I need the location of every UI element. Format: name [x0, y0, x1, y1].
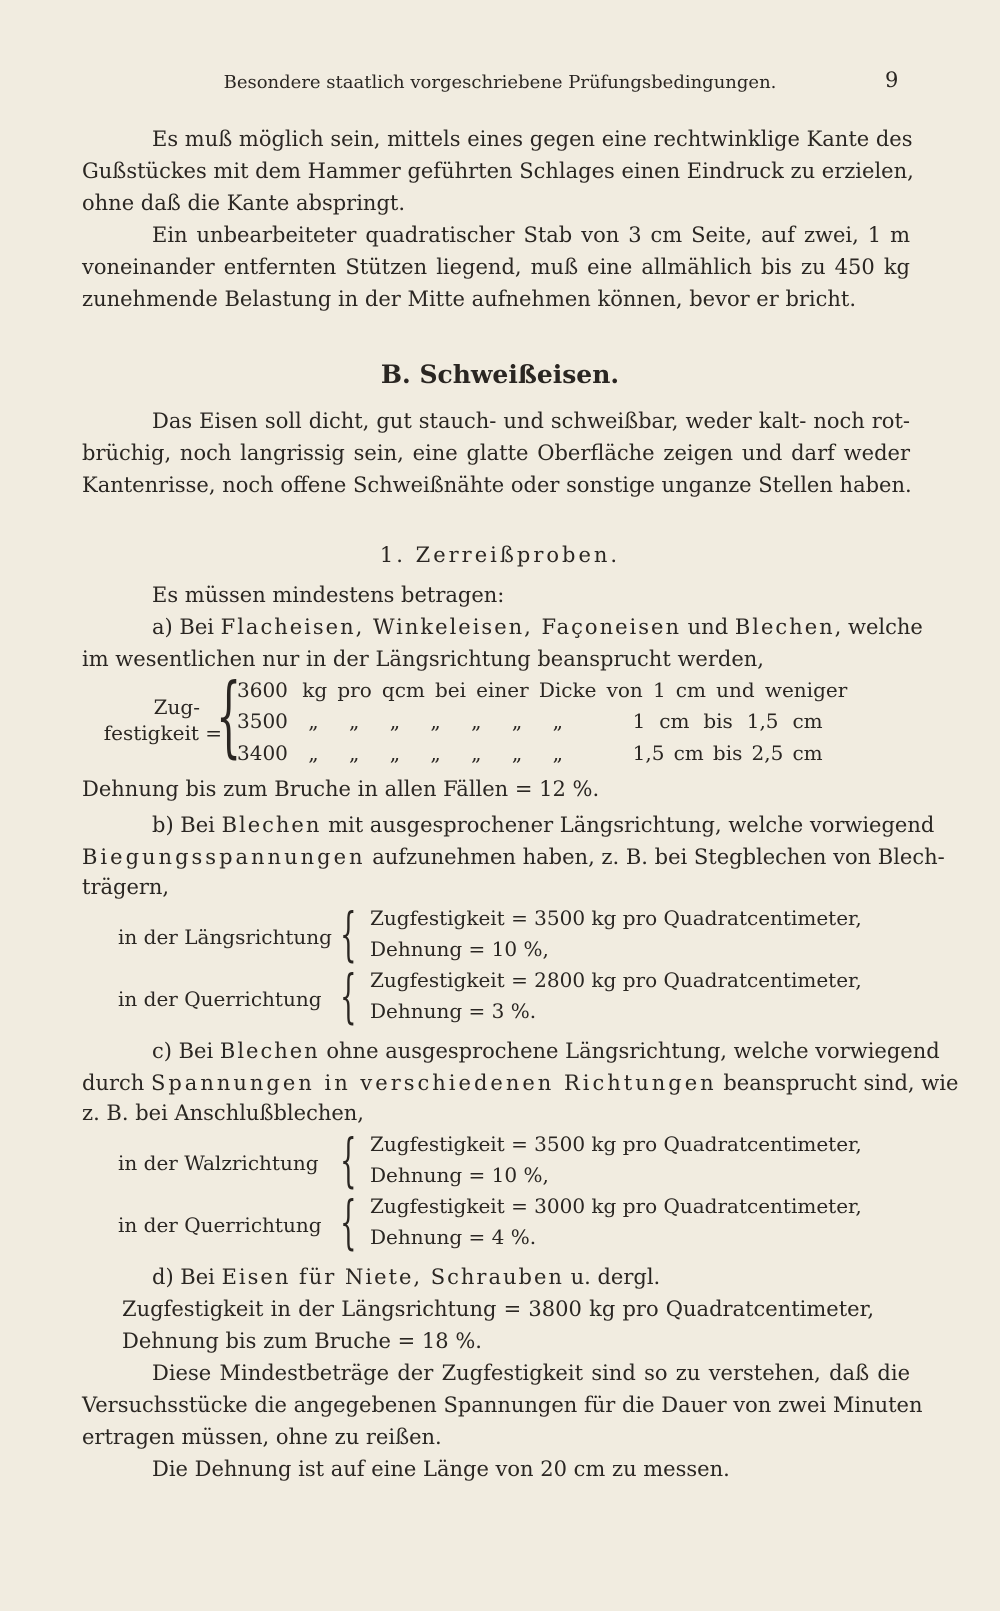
item-c-prefix2: durch	[82, 1071, 151, 1095]
table-a-range: 1,5 cm bis 2,5 cm	[632, 741, 823, 765]
item-b-line2	[82, 842, 945, 872]
para2-line2: voneinander entfernten Stützen liegend, muß eine allmählich bis zu 450 kg	[82, 255, 910, 279]
item-b-line1	[152, 810, 935, 840]
table-a-ditto: „ „ „ „ „ „ „	[308, 741, 563, 765]
item-d-line1	[152, 1262, 660, 1292]
item-d-line2: Zugfestigkeit in der Längsrichtung = 3800 kg pro Quadratcentimeter,	[122, 1297, 874, 1321]
item-d-line3: Dehnung bis zum Bruche = 18 %.	[122, 1329, 482, 1353]
item-a-spaced2: Blechen	[734, 615, 835, 639]
item-c-line2	[82, 1068, 959, 1098]
item-a-prefix: a) Bei	[152, 615, 221, 639]
para2-line1: Ein unbearbeiteter quadratischer Stab von 3 cm Seite, auf zwei, 1 m	[152, 223, 910, 247]
b-table-elongation: Dehnung = 10 %,	[370, 937, 549, 961]
item-c-suffix2: beansprucht sind, wie	[716, 1071, 959, 1095]
item-c-spaced2: Spannungen in verschiedenen Richtungen	[150, 1071, 717, 1095]
item-a-spaced: Flacheisen, Winkeleisen, Façoneisen	[220, 615, 681, 639]
b-table-brace: {	[340, 900, 357, 968]
c-table-strength: Zugfestigkeit = 3500 kg pro Quadratcentimeter,	[370, 1132, 862, 1156]
item-a-line2: im wesentlichen nur in der Längsrichtung beansprucht werden,	[82, 647, 764, 671]
b-table-strength: Zugfestigkeit = 2800 kg pro Quadratcentimeter,	[370, 968, 862, 992]
c-table-label: in der Querrichtung	[118, 1213, 322, 1237]
item-a-elongation: Dehnung bis zum Bruche in allen Fällen = 12 %.	[82, 777, 600, 801]
table-a-brace: {	[216, 664, 242, 767]
item-a-line1	[152, 612, 923, 642]
section-1-intro: Es müssen mindestens betragen:	[152, 583, 505, 607]
para2-line3: zunehmende Belastung in der Mitte aufnehmen können, bevor er bricht.	[82, 287, 857, 311]
section-b-line2: brüchig, noch langrissig sein, eine glatte Oberfläche zeigen und darf weder	[82, 441, 910, 465]
closing-line2: Versuchsstücke die angegebenen Spannungen für die Dauer von zwei Minuten	[82, 1393, 923, 1417]
item-b-prefix: b) Bei	[152, 813, 222, 837]
item-b-spaced2: Biegungsspannungen	[82, 845, 366, 869]
closing-line1: Diese Mindestbeträge der Zugfestigkeit sind so zu verstehen, daß die	[152, 1361, 910, 1385]
section-b-heading: B. Schweißeisen.	[380, 360, 620, 389]
table-a-ditto: „ „ „ „ „ „ „	[308, 709, 563, 733]
item-d-suffix: u. dergl.	[563, 1265, 661, 1289]
closing-line4: Die Dehnung ist auf eine Länge von 20 cm zu messen.	[152, 1457, 730, 1481]
item-c-line1	[152, 1036, 940, 1066]
section-b-line1: Das Eisen soll dicht, gut stauch- und schweißbar, weder kalt- noch rot-	[152, 409, 910, 433]
table-a-row	[237, 677, 847, 703]
item-c-prefix: c) Bei	[152, 1039, 220, 1063]
table-a-rest: kg pro qcm bei einer Dicke von 1 cm und weniger	[302, 678, 848, 702]
item-a-mid: und	[680, 615, 735, 639]
item-d-prefix: d) Bei	[152, 1265, 222, 1289]
para1-line3: ohne daß die Kante abspringt.	[82, 191, 406, 215]
closing-line3: ertragen müssen, ohne zu reißen.	[82, 1425, 442, 1449]
table-a-amount: 3600	[237, 678, 288, 702]
b-table-label: in der Längsrichtung	[118, 925, 332, 949]
item-c-spaced: Blechen	[219, 1039, 320, 1063]
table-a-label-line2: festigkeit =	[103, 721, 222, 745]
c-table-strength: Zugfestigkeit = 3000 kg pro Quadratcentimeter,	[370, 1194, 862, 1218]
item-b-spaced: Blechen	[221, 813, 322, 837]
item-b-suffix2: aufzunehmen haben, z. B. bei Stegblechen von Blech-	[365, 845, 945, 869]
b-table-elongation: Dehnung = 3 %.	[370, 999, 537, 1023]
table-a-range: 1 cm bis 1,5 cm	[632, 709, 823, 733]
c-table-brace: {	[340, 1126, 357, 1194]
item-c-suffix: ohne ausgesprochene Längsrichtung, welche vorwiegend	[319, 1039, 940, 1063]
item-a-suffix: , welche	[834, 615, 923, 639]
para1-line1: Es muß möglich sein, mittels eines gegen eine rechtwinklige Kante des	[152, 127, 913, 151]
item-c-line3: z. B. bei Anschlußblechen,	[82, 1101, 364, 1125]
b-table-label: in der Querrichtung	[118, 987, 322, 1011]
c-table-elongation: Dehnung = 10 %,	[370, 1163, 549, 1187]
table-a-amount: 3400	[237, 741, 288, 765]
table-a-row	[237, 740, 823, 766]
item-d-spaced: Eisen für Niete, Schrauben	[221, 1265, 564, 1289]
c-table-elongation: Dehnung = 4 %.	[370, 1225, 537, 1249]
table-a-amount: 3500	[237, 709, 288, 733]
c-table-brace: {	[340, 1188, 357, 1256]
para1-line2: Gußstückes mit dem Hammer geführten Schlages einen Eindruck zu erzielen,	[82, 159, 914, 183]
table-a-row	[237, 708, 823, 734]
table-a-label-line1: Zug-	[153, 695, 200, 719]
c-table-label: in der Walzrichtung	[118, 1151, 319, 1175]
running-title: Besondere staatlich vorgeschriebene Prüfungsbedingungen.	[223, 72, 777, 93]
b-table-strength: Zugfestigkeit = 3500 kg pro Quadratcentimeter,	[370, 906, 862, 930]
b-table-brace: {	[340, 962, 357, 1030]
page-number: 9	[885, 68, 899, 92]
section-b-line3: Kantenrisse, noch offene Schweißnähte oder sonstige unganze Stellen haben.	[82, 473, 912, 497]
item-b-suffix: mit ausgesprochener Längsrichtung, welche vorwiegend	[321, 813, 935, 837]
table-a-label	[82, 694, 222, 746]
section-1-heading: 1. Zerreißproben.	[379, 543, 621, 567]
item-b-line3: trägern,	[82, 875, 170, 899]
